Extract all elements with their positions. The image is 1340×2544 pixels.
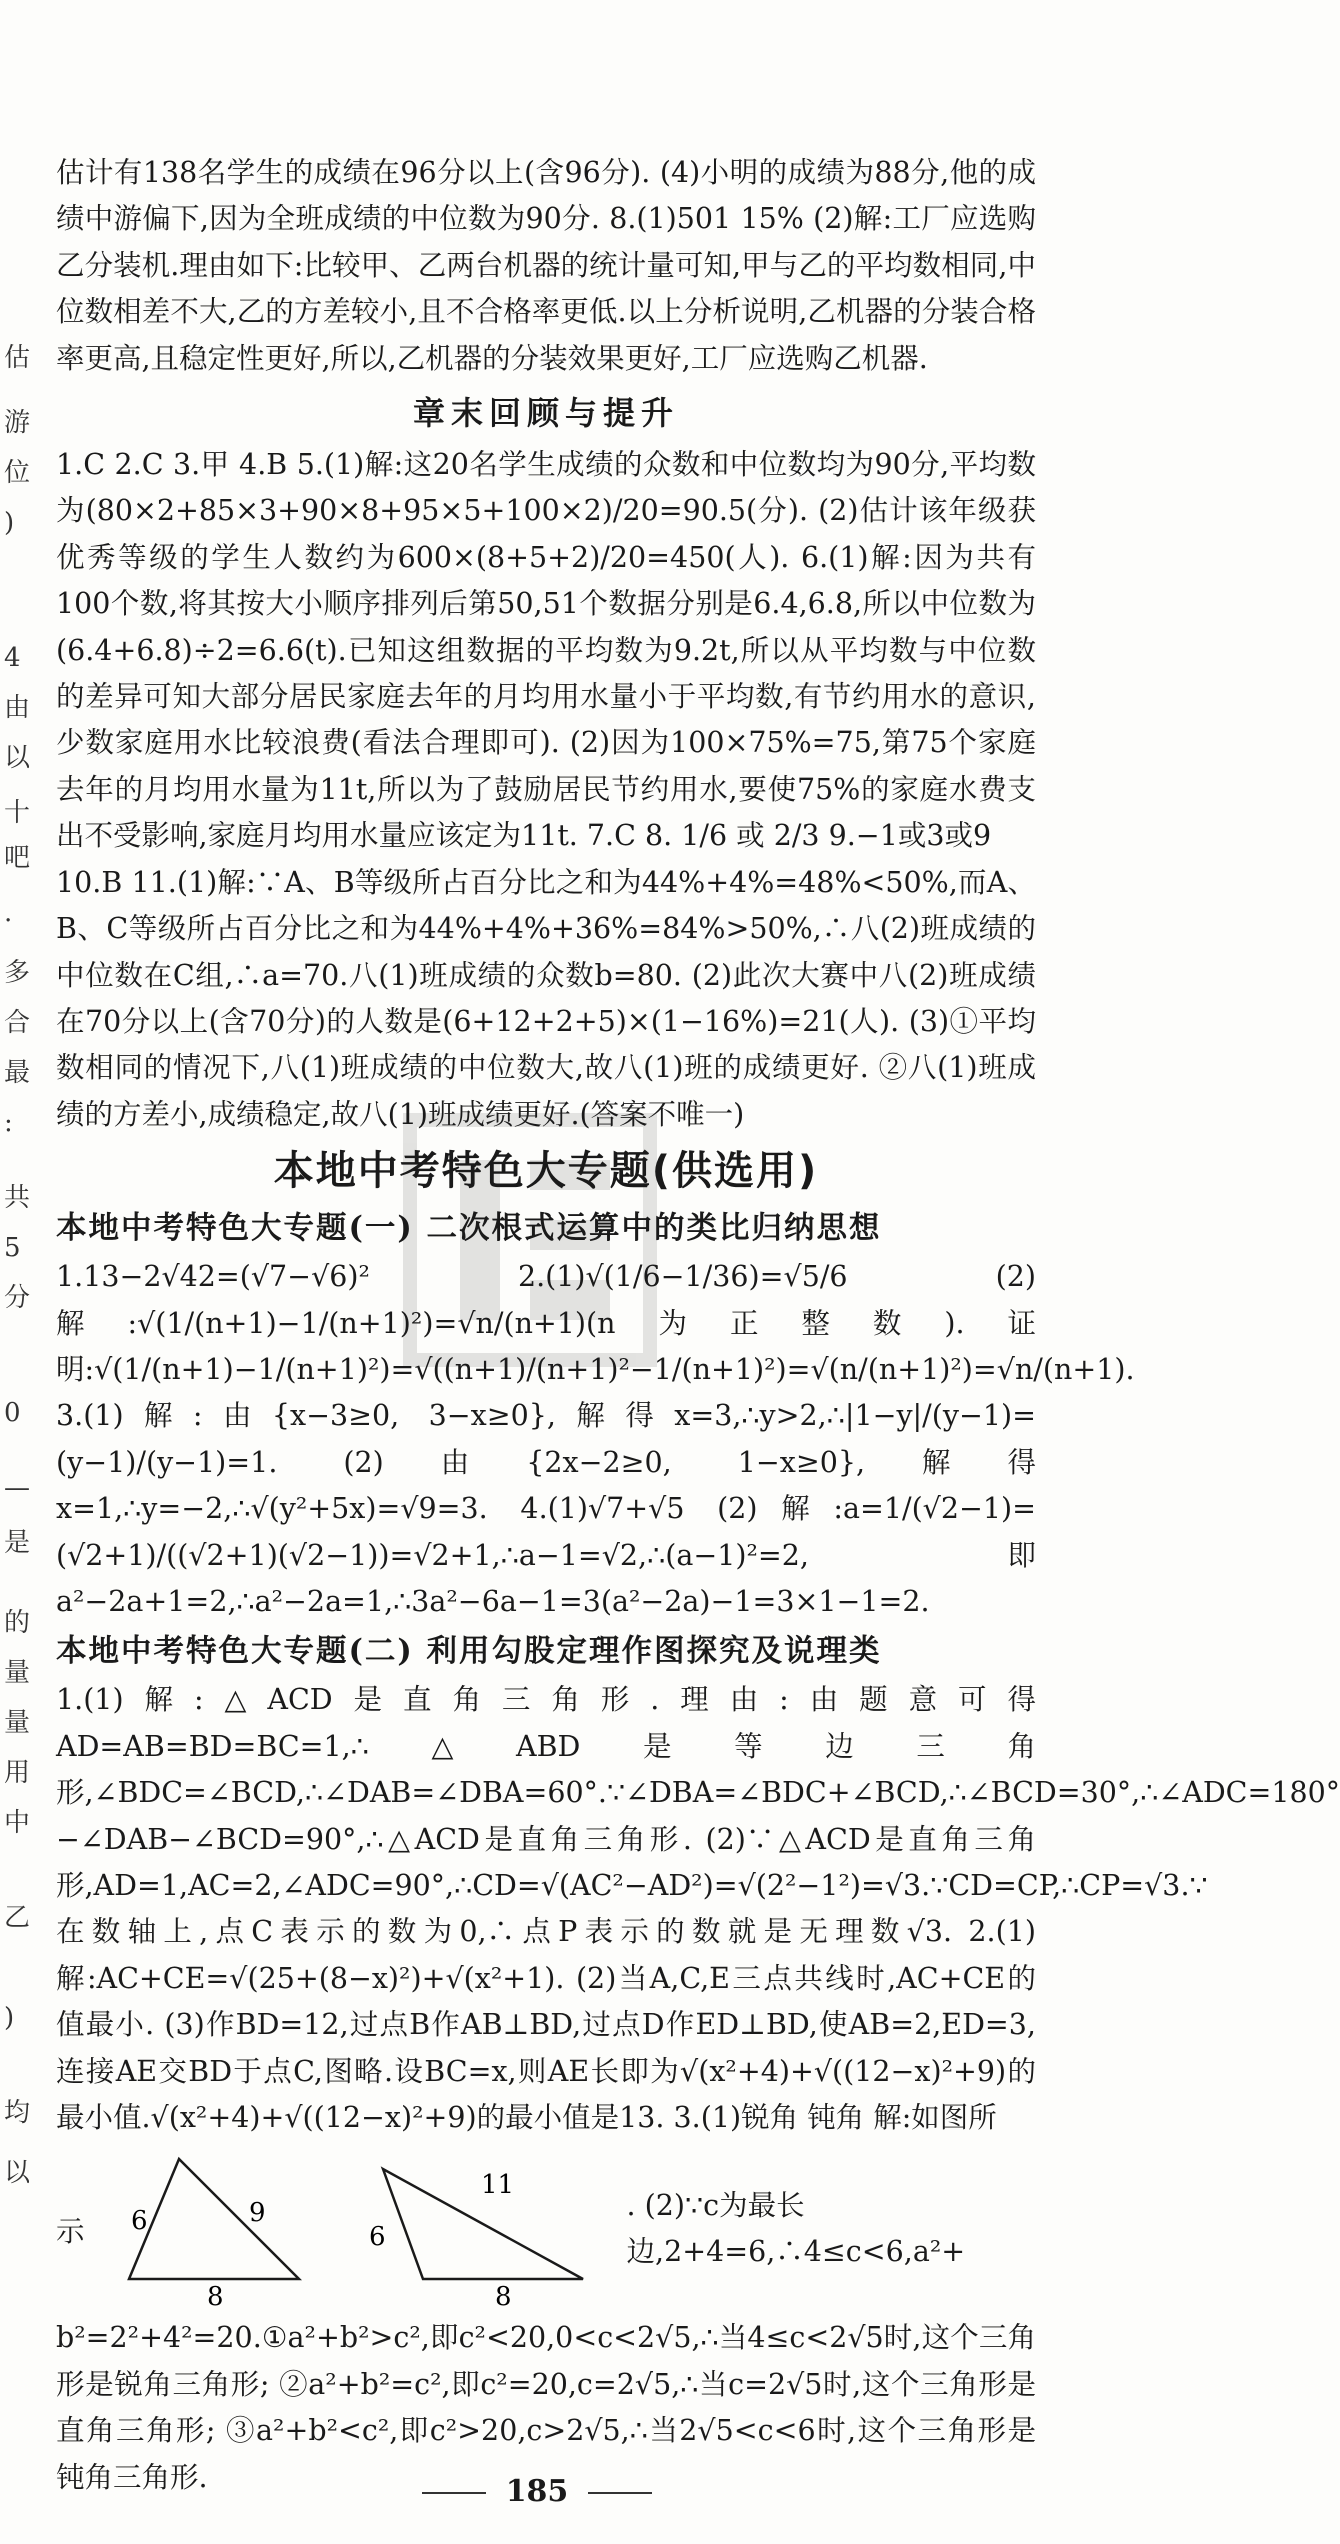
margin-char: 以 [4, 2158, 31, 2188]
margin-char: 0 [4, 1398, 21, 1428]
acute-triangle-figure [109, 2149, 339, 2313]
margin-char: 多 [4, 958, 31, 988]
margin-char: . [4, 898, 13, 928]
margin-char: 以 [4, 743, 31, 773]
margin-char: 吧 [4, 843, 31, 873]
margin-char: 量 [4, 1658, 31, 1688]
acute-side-a: 6 [130, 2206, 148, 2237]
margin-char: 的 [4, 1608, 31, 1638]
obtuse-side-b: 11 [480, 2170, 514, 2201]
page-number-dash-right [588, 2492, 652, 2494]
topic-2-title: 本地中考特色大专题(二) 利用勾股定理作图探究及说理类 [56, 1633, 882, 1670]
margin-char: 位 [4, 458, 31, 488]
figure-prefix: 示 [56, 2214, 85, 2248]
margin-char: 合 [4, 1008, 31, 1038]
topic-2-body: 1.(1)解:△ACD是直角三角形.理由:由题意可得AD=AB=BD=BC=1,∴△ABD是等边三角形,∠BDC=∠BCD,∴∠DAB=∠DBA=60°.∵∠DBA=∠BDC+∠BCD,∴∠BCD=30°,∴∠ADC=180°−∠DAB−∠BCD=90°,∴△ACD是直角三角形. (2)∵△ACD是直角三角形,AD=1,AC=2,∠ADC=90°,∴CD=√(AC²−AD²)=√(2²−1²)=√3.∵CD=CP,∴CP=√3.∵在数轴上,点C表示的数为0,∴点P表示的数就是无理数√3. 2.(1)解:AC+CE=√(25+(8−x)²)+√(x²+1). (2)当A,C,E三点共线时,AC+CE的值最小. (3)作BD=12,过点B作AB⊥BD,过点D作ED⊥BD,使AB=2,ED=3,连接AE交BD于点C,图略.设BC=x,则AE长即为√(x²+4)+√((12−x)²+9)的最小值.√(x²+4)+√((12−x)²+9)的最小值是13. 3.(1)锐角 钝角 解:如图所 [56, 1683, 1340, 2135]
figure-tail-text: . (2)∵c为最长边,2+4=6,∴4≤c<6,a²+ [626, 2189, 966, 2269]
margin-char: 中 [4, 1808, 31, 1838]
margin-char: 由 [4, 693, 31, 723]
margin-char: : [4, 1108, 13, 1138]
margin-char: 乙 [4, 1903, 31, 1933]
intro-paragraph: 估计有138名学生的成绩在96分以上(含96分). (4)小明的成绩为88分,他的成绩中游偏下,因为全班成绩的中位数为90分. 8.(1)501 15% (2)解:工厂应选购乙分装机.理由如下:比较甲、乙两台机器的统计量可知,甲与乙的平均数相同,中位数相差不大,乙的方差较小,且不合格率更低.以上分析说明,乙机器的分装合格率更高,且稳定性更好,所以,乙机器的分装效果更好,工厂应选购乙机器. [56, 156, 1036, 375]
margin-char: 用 [4, 1758, 31, 1788]
margin-char: 是 [4, 1528, 31, 1558]
chapter-review-title: 章末回顾与提升 [412, 394, 679, 433]
acute-side-c: 8 [206, 2282, 224, 2313]
obtuse-side-a: 6 [368, 2222, 386, 2253]
page-number-text: 185 [505, 2474, 569, 2509]
margin-char: 共 [4, 1183, 31, 1213]
margin-char: 4 [4, 643, 21, 673]
chapter-review-body: 1.C 2.C 3.甲 4.B 5.(1)解:这20名学生成绩的众数和中位数均为90分,平均数为(80×2+85×3+90×8+95×5+100×2)/20=90.5(分). (2)估计该年级获优秀等级的学生人数约为600×(8+5+2)/20=450(人). 6.(1)解:因为共有100个数,将其按大小顺序排列后第50,51个数据分别是6.4,6.8,所以中位数为(6.4+6.8)÷2=6.6(t).已知这组数据的平均数为9.2t,所以从平均数与中位数的差异可知大部分居民家庭去年的月均用水量小于平均数,有节约用水的意识,少数家庭用水比较浪费(看法合理即可). (2)因为100×75%=75,第75个家庭去年的月均用水量为11t,所以为了鼓励居民节约用水,要使75%的家庭水费支出不受影响,家庭月均用水量应该定为11t. 7.C 8. 1/6 或 2/3 9.−1或3或9 [56, 448, 1036, 853]
topic-1-body: 1.13−2√42=(√7−√6)² 2.(1)√(1/6−1/36)=√5/6 (2)解:√(1/(n+1)−1/(n+1)²)=√n/(n+1)(n为正整数).证明:√(1/(n+1)−1/(n+1)²)=√((n+1)/(n+1)²−1/(n+1)²)=√(n/(n+1)²)=√n/(n+1). 3.(1)解:由{x−3≥0, 3−x≥0},解得x=3,∴y>2,∴|1−y|/(y−1)=(y−1)/(y−1)=1. (2)由{2x−2≥0, 1−x≥0},解得x=1,∴y=−2,∴√(y²+5x)=√9=3. 4.(1)√7+√5 (2)解:a=1/(√2−1)=(√2+1)/((√2+1)(√2−1))=√2+1,∴a−1=√2,∴(a−1)²=2,即a²−2a+1=2,∴a²−2a=1,∴3a²−6a−1=3(a²−2a)−1=3×1−1=2. [56, 1260, 1135, 1618]
acute-side-b: 9 [248, 2198, 266, 2229]
topic-1-title: 本地中考特色大专题(一) 二次根式运算中的类比归纳思想 [56, 1210, 882, 1247]
margin-char: 游 [4, 408, 31, 438]
obtuse-side-c: 8 [494, 2282, 512, 2313]
margin-char: 分 [4, 1283, 31, 1313]
margin-char: 量 [4, 1708, 31, 1738]
triangle-figures-row [56, 2149, 1036, 2313]
obtuse-triangle-figure [363, 2149, 603, 2313]
margin-char: 最 [4, 1058, 31, 1088]
topic-2-body-2: b²=2²+4²=20.①a²+b²>c²,即c²<20,0<c<2√5,∴当4≤c<2√5时,这个三角形是锐角三角形; ②a²+b²=c²,即c²=20,c=2√5,∴当c=2√5时,这个三角形是直角三角形; ③a²+b²<c²,即c²>20,c>2√5,∴当2√5<c<6时,这个三角形是钝角三角形. [56, 2321, 1036, 2494]
special-topics-title: 本地中考特色大专题(供选用) [273, 1148, 819, 1195]
margin-char: 5 [4, 1233, 21, 1263]
margin-char: 十 [4, 798, 31, 828]
margin-char: ) [4, 2003, 15, 2033]
margin-char: 均 [4, 2098, 31, 2128]
content-column [56, 150, 1340, 2501]
margin-char: 估 [4, 343, 31, 373]
margin-char: — [4, 1473, 30, 1503]
margin-char: ) [4, 508, 15, 538]
page-number [0, 2474, 1074, 2509]
page-number-dash-left [422, 2492, 486, 2494]
chapter-review-body-2: 10.B 11.(1)解:∵A、B等级所占百分比之和为44%+4%=48%<50%,而A、B、C等级所占百分比之和为44%+4%+36%=84%>50%,∴八(2)班成绩的中位数在C组,∴a=70.八(1)班成绩的众数b=80. (2)此次大赛中八(2)班成绩在70分以上(含70分)的人数是(6+12+2+5)×(1−16%)=21(人). (3)①平均数相同的情况下,八(1)班成绩的中位数大,故八(1)班的成绩更好. ②八(1)班成绩的方差小,成绩稳定,故八(1)班成绩更好.(答案不唯一) [56, 865, 1036, 1131]
